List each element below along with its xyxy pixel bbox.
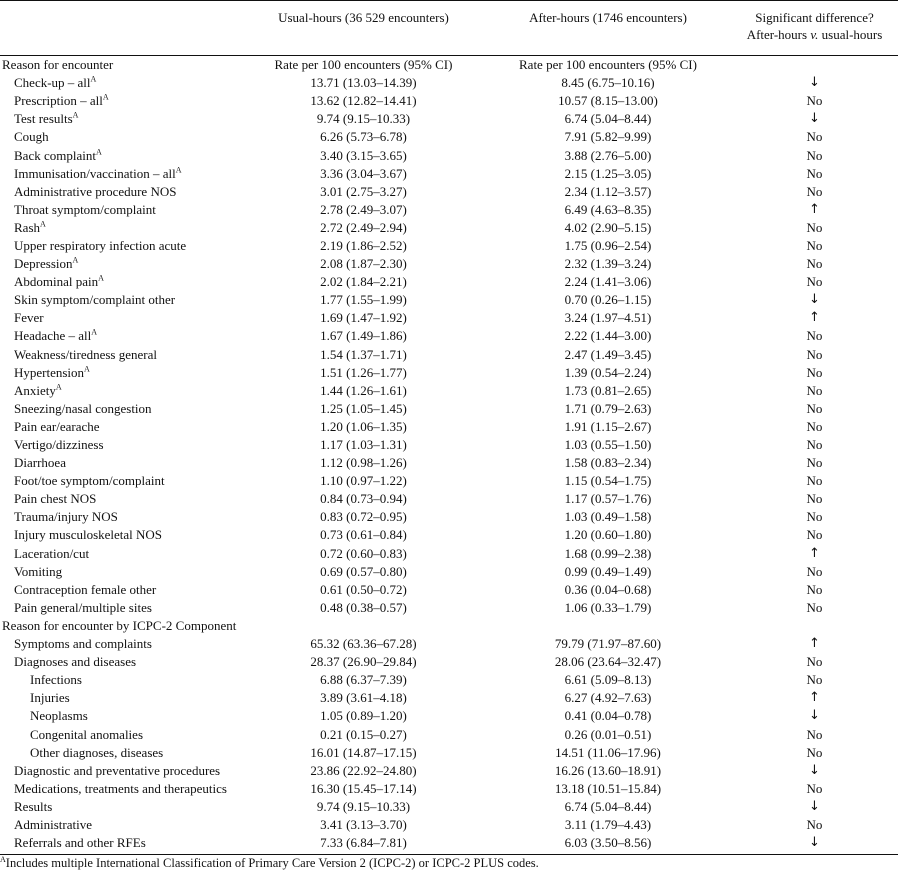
usual-hours-value: 0.61 (0.50–0.72) xyxy=(320,581,407,597)
row-label xyxy=(0,128,242,146)
table-row xyxy=(0,635,898,653)
row-label xyxy=(0,400,242,418)
row-label xyxy=(0,418,242,436)
significance-value: No xyxy=(806,527,823,543)
significance-value: No xyxy=(806,726,823,742)
usual-hours-value: 16.30 (15.45–17.14) xyxy=(310,780,417,796)
after-hours-value: 7.91 (5.82–9.99) xyxy=(564,129,652,145)
significance-value: No xyxy=(806,364,823,380)
row-label xyxy=(0,382,242,400)
row-label xyxy=(0,237,242,255)
significance-value: No xyxy=(806,183,823,199)
row-label-text: Vomiting xyxy=(14,563,63,579)
table-row xyxy=(0,599,898,617)
table-row xyxy=(0,816,898,834)
table-row xyxy=(0,436,898,454)
usual-hours-value: 1.25 (1.05–1.45) xyxy=(320,400,407,416)
usual-hours-value: 3.01 (2.75–3.27) xyxy=(320,183,407,199)
usual-hours-value: 1.77 (1.55–1.99) xyxy=(320,292,407,308)
significance-value: ↓ xyxy=(809,111,820,127)
significance-value: No xyxy=(806,563,823,579)
header-significant-difference xyxy=(731,1,898,56)
row-label-text: Other diagnoses, diseases xyxy=(30,744,164,760)
significance-value: ↓ xyxy=(731,834,898,855)
table-row xyxy=(0,508,898,526)
row-label xyxy=(0,526,242,544)
usual-hours-value: 0.69 (0.57–0.80) xyxy=(320,563,407,579)
section-empty-cell xyxy=(731,617,898,635)
table-row xyxy=(0,653,898,671)
row-label xyxy=(0,563,242,581)
usual-hours-value: 1.17 (1.03–1.31) xyxy=(320,437,407,453)
row-label-text: Laceration/cut xyxy=(14,545,90,561)
after-hours-value: 1.03 (0.55–1.50) xyxy=(564,437,652,453)
table-row xyxy=(0,165,898,183)
significance-value: No xyxy=(806,274,823,290)
after-hours-value: 0.70 (0.26–1.15) xyxy=(564,292,652,308)
row-label-text: Abdominal pain xyxy=(14,274,99,290)
row-label xyxy=(0,165,242,183)
section-label-icpc: Reason for encounter by ICPC-2 Component xyxy=(2,617,237,633)
after-hours-value: 1.39 (0.54–2.24) xyxy=(564,364,652,380)
row-label xyxy=(0,599,242,617)
significance-value: No xyxy=(806,437,823,453)
row-label-text: Diagnostic and preventative procedures xyxy=(14,762,221,778)
footnote-ref: A xyxy=(102,92,109,102)
table-row xyxy=(0,490,898,508)
row-label-text: Skin symptom/complaint other xyxy=(14,292,176,308)
after-hours-value: 0.36 (0.04–0.68) xyxy=(564,581,652,597)
significance-value: ↑ xyxy=(809,545,820,561)
row-label xyxy=(0,146,242,164)
usual-hours-value: 6.26 (5.73–6.78) xyxy=(320,129,407,145)
section-header-row xyxy=(0,617,898,635)
after-hours-value: 1.06 (0.33–1.79) xyxy=(564,599,652,615)
significance-value: No xyxy=(806,147,823,163)
after-hours-value: 2.22 (1.44–3.00) xyxy=(564,328,652,344)
row-label xyxy=(0,635,242,653)
table-row xyxy=(0,762,898,780)
significance-value: No xyxy=(806,744,823,760)
subheader-sig-empty xyxy=(731,56,898,75)
usual-hours-value: 0.21 (0.15–0.27) xyxy=(320,726,407,742)
after-hours-value: 1.75 (0.96–2.54) xyxy=(564,237,652,253)
after-hours-value: 1.73 (0.81–2.65) xyxy=(564,382,652,398)
versus-abbrev: v. xyxy=(810,27,819,42)
table-row xyxy=(0,563,898,581)
usual-hours-value: 1.67 (1.49–1.86) xyxy=(320,328,407,344)
significance-value: ↓ xyxy=(809,708,820,724)
row-label-text: Depression xyxy=(14,256,73,272)
row-label-text: Rash xyxy=(14,219,40,235)
table-row xyxy=(0,707,898,725)
significance-value: ↓ xyxy=(809,798,820,814)
after-hours-value: 6.03 (3.50–8.56) xyxy=(485,834,731,855)
significance-value: No xyxy=(806,491,823,507)
significance-value: No xyxy=(806,672,823,688)
table-row xyxy=(0,798,898,816)
row-label xyxy=(0,689,242,707)
significance-value: No xyxy=(806,418,823,434)
usual-hours-value: 28.37 (26.90–29.84) xyxy=(310,654,417,670)
row-label-text: Results xyxy=(14,798,53,814)
significance-value: ↓ xyxy=(809,292,820,308)
table-row xyxy=(0,454,898,472)
footnote-ref: A xyxy=(90,74,97,84)
table-row xyxy=(0,92,898,110)
row-label-text: Fever xyxy=(14,310,44,326)
usual-hours-value: 2.02 (1.84–2.21) xyxy=(320,274,407,290)
row-label xyxy=(0,798,242,816)
row-label-text: Immunisation/vaccination – all xyxy=(14,165,176,181)
usual-hours-value: 9.74 (9.15–10.33) xyxy=(316,798,411,814)
row-label-text: Diarrhoea xyxy=(14,455,66,471)
row-label xyxy=(0,762,242,780)
row-label xyxy=(0,834,242,855)
usual-hours-value: 1.51 (1.26–1.77) xyxy=(320,364,407,380)
usual-hours-value: 2.78 (2.49–3.07) xyxy=(320,201,407,217)
table-row xyxy=(0,183,898,201)
row-label-text: Test results xyxy=(14,111,73,127)
footnote-ref: A xyxy=(98,273,104,283)
after-hours-value: 6.74 (5.04–8.44) xyxy=(564,111,652,127)
row-label-text: Pain chest NOS xyxy=(14,491,97,507)
row-label xyxy=(0,508,242,526)
after-hours-value: 3.11 (1.79–4.43) xyxy=(564,816,652,832)
usual-hours-value: 1.05 (0.89–1.20) xyxy=(320,708,407,724)
row-label xyxy=(0,74,242,92)
row-label xyxy=(0,653,242,671)
usual-hours-value: 3.40 (3.15–3.65) xyxy=(320,147,407,163)
footnote-text: Includes multiple International Classification of Primary Care Version 2 (ICPC-2) or ICPC-2 PLUS codes. xyxy=(5,856,539,870)
table-body xyxy=(0,56,898,855)
table-row xyxy=(0,780,898,798)
usual-hours-value: 13.71 (13.03–14.39) xyxy=(310,75,417,91)
usual-hours-value: 23.86 (22.92–24.80) xyxy=(310,762,417,778)
row-label xyxy=(0,581,242,599)
row-label-text: Congenital anomalies xyxy=(30,726,144,742)
row-label xyxy=(0,92,242,110)
significance-value: ↓ xyxy=(809,75,820,91)
row-label-text: Sneezing/nasal congestion xyxy=(14,400,152,416)
significance-value: No xyxy=(806,129,823,145)
header-sig-line1: Significant difference? xyxy=(755,10,874,25)
header-sig-line2-text: After-hours v. usual-hours xyxy=(746,27,883,42)
row-label xyxy=(0,364,242,382)
table-row xyxy=(0,291,898,309)
significance-value: ↑ xyxy=(809,636,820,652)
row-label xyxy=(0,346,242,364)
row-label-text: Check-up – all xyxy=(14,75,91,91)
usual-hours-value: 0.72 (0.60–0.83) xyxy=(320,545,407,561)
footnote-ref: A xyxy=(40,219,46,229)
row-label-text: Administrative procedure NOS xyxy=(14,183,177,199)
significance-value: No xyxy=(806,346,823,362)
significance-value: No xyxy=(806,93,823,109)
usual-hours-value: 1.20 (1.06–1.35) xyxy=(320,418,407,434)
usual-hours-value: 0.48 (0.38–0.57) xyxy=(320,599,407,615)
significance-value: No xyxy=(806,509,823,525)
row-label-text: Cough xyxy=(14,129,49,145)
usual-hours-value: 1.12 (0.98–1.26) xyxy=(320,455,407,471)
row-label-text: Diagnoses and diseases xyxy=(14,654,137,670)
section-empty-cell xyxy=(485,617,731,635)
after-hours-value: 2.32 (1.39–3.24) xyxy=(564,256,652,272)
row-label-text: Medications, treatments and therapeutics xyxy=(14,780,227,796)
after-hours-value: 0.99 (0.49–1.49) xyxy=(564,563,652,579)
significance-value: No xyxy=(806,165,823,181)
usual-hours-value: 1.54 (1.37–1.71) xyxy=(320,346,407,362)
significance-value: No xyxy=(806,473,823,489)
usual-hours-value: 3.89 (3.61–4.18) xyxy=(320,690,407,706)
table-header xyxy=(0,1,898,56)
row-label xyxy=(0,110,242,128)
after-hours-value: 1.15 (0.54–1.75) xyxy=(564,473,652,489)
footnote-ref: A xyxy=(55,382,62,392)
table-row xyxy=(0,346,898,364)
row-label-text: Upper respiratory infection acute xyxy=(14,237,187,253)
after-hours-value: 1.58 (0.83–2.34) xyxy=(564,455,652,471)
row-label-text: Foot/toe symptom/complaint xyxy=(14,473,165,489)
table-row xyxy=(0,219,898,237)
row-label xyxy=(0,436,242,454)
row-label-text: Vertigo/dizziness xyxy=(14,437,104,453)
after-hours-value: 6.74 (5.04–8.44) xyxy=(564,798,652,814)
after-hours-value: 4.02 (2.90–5.15) xyxy=(564,219,652,235)
significance-value: No xyxy=(806,328,823,344)
row-label xyxy=(0,201,242,219)
usual-hours-value: 13.62 (12.82–14.41) xyxy=(310,93,417,109)
usual-hours-value: 1.69 (1.47–1.92) xyxy=(320,310,407,326)
table-row xyxy=(0,671,898,689)
after-hours-value: 14.51 (11.06–17.96) xyxy=(555,744,661,760)
significance-value: ↑ xyxy=(809,201,820,217)
after-hours-value: 1.68 (0.99–2.38) xyxy=(564,545,652,561)
table-row xyxy=(0,255,898,273)
row-label-text: Referrals and other RFEs xyxy=(14,835,146,851)
row-label xyxy=(0,671,242,689)
row-label-text: Injuries xyxy=(30,690,70,706)
after-hours-value: 16.26 (13.60–18.91) xyxy=(554,762,662,778)
after-hours-value: 8.45 (6.75–10.16) xyxy=(561,75,655,91)
significance-value: No xyxy=(806,816,823,832)
row-label xyxy=(0,490,242,508)
row-label-text: Weakness/tiredness general xyxy=(14,346,157,362)
header-sig-line2 xyxy=(747,27,883,42)
usual-hours-value: 1.10 (0.97–1.22) xyxy=(320,473,407,489)
usual-hours-value: 1.44 (1.26–1.61) xyxy=(320,382,407,398)
footnote xyxy=(0,856,539,871)
row-label xyxy=(0,472,242,490)
table-row xyxy=(0,382,898,400)
table-row xyxy=(0,689,898,707)
after-hours-value: 10.57 (8.15–13.00) xyxy=(558,93,658,109)
after-hours-value: 6.27 (4.92–7.63) xyxy=(564,690,652,706)
table-row xyxy=(0,472,898,490)
usual-hours-value: 0.73 (0.61–0.84) xyxy=(320,527,407,543)
significance-value: No xyxy=(806,581,823,597)
after-hours-value: 79.79 (71.97–87.60) xyxy=(554,636,662,652)
footnote-ref: A xyxy=(84,364,90,374)
row-label xyxy=(0,707,242,725)
row-label xyxy=(0,545,242,563)
footnote-ref: A xyxy=(72,255,79,265)
table-row xyxy=(0,725,898,743)
usual-hours-value: 3.36 (3.04–3.67) xyxy=(320,165,407,181)
row-label xyxy=(0,744,242,762)
footnote-marker: A xyxy=(0,854,6,864)
table-row xyxy=(0,581,898,599)
usual-hours-value: 2.19 (1.86–2.52) xyxy=(320,237,407,253)
table-row xyxy=(0,526,898,544)
row-label xyxy=(0,327,242,345)
table-row xyxy=(0,418,898,436)
section-label-reason: Reason for encounter xyxy=(0,56,242,75)
row-label-text: Infections xyxy=(30,672,82,688)
row-label-text: Contraception female other xyxy=(14,581,157,597)
table-row xyxy=(0,128,898,146)
usual-hours-value: 3.41 (3.13–3.70) xyxy=(320,816,407,832)
table-row xyxy=(0,834,898,855)
table-row xyxy=(0,201,898,219)
table-row xyxy=(0,364,898,382)
row-label-text: Symptoms and complaints xyxy=(14,636,152,652)
usual-hours-value: 6.88 (6.37–7.39) xyxy=(320,672,407,688)
footnote-ref: A xyxy=(95,147,102,157)
subheader-after-rate: Rate per 100 encounters (95% CI) xyxy=(485,56,731,75)
row-label xyxy=(0,183,242,201)
after-hours-value: 0.26 (0.01–0.51) xyxy=(564,726,652,742)
after-hours-value: 3.88 (2.76–5.00) xyxy=(564,147,652,163)
significance-value: No xyxy=(806,780,823,796)
row-label xyxy=(0,816,242,834)
significance-value: ↑ xyxy=(809,690,820,706)
row-label xyxy=(0,219,242,237)
footnote-ref: A xyxy=(175,165,182,175)
table-row xyxy=(0,744,898,762)
row-label-text: Throat symptom/complaint xyxy=(14,201,156,217)
after-hours-value: 1.03 (0.49–1.58) xyxy=(564,509,652,525)
row-label-text: Pain general/multiple sites xyxy=(14,599,152,615)
footnote-ref: A xyxy=(91,328,98,338)
usual-hours-value: 2.72 (2.49–2.94) xyxy=(320,219,407,235)
row-label-text: Back complaint xyxy=(14,147,96,163)
significance-value: No xyxy=(806,256,823,272)
after-hours-value: 1.17 (0.57–1.76) xyxy=(564,491,652,507)
table-row xyxy=(0,327,898,345)
table-row xyxy=(0,545,898,563)
row-label xyxy=(0,291,242,309)
table-row xyxy=(0,237,898,255)
usual-hours-value: 65.32 (63.36–67.28) xyxy=(310,636,417,652)
after-hours-value: 0.41 (0.04–0.78) xyxy=(564,708,652,724)
header-after-hours: After-hours (1746 encounters) xyxy=(529,10,687,25)
row-label xyxy=(0,273,242,291)
section-empty-cell xyxy=(242,617,485,635)
table-row xyxy=(0,74,898,92)
row-label-text: Administrative xyxy=(14,816,92,832)
row-label xyxy=(0,780,242,798)
after-hours-value: 2.47 (1.49–3.45) xyxy=(564,346,652,362)
row-label-text: Anxiety xyxy=(14,382,56,398)
after-hours-value: 28.06 (23.64–32.47) xyxy=(554,654,662,670)
table-row xyxy=(0,309,898,327)
footnote-ref: A xyxy=(72,111,79,120)
significance-value: No xyxy=(806,400,823,416)
significance-value: ↓ xyxy=(809,762,820,778)
row-label xyxy=(0,255,242,273)
row-label xyxy=(0,309,242,327)
after-hours-value: 2.34 (1.12–3.57) xyxy=(564,183,652,199)
row-label xyxy=(0,454,242,472)
after-hours-value: 1.71 (0.79–2.63) xyxy=(564,400,652,416)
significance-value: No xyxy=(806,654,823,670)
significance-value: No xyxy=(806,382,823,398)
usual-hours-value: 0.84 (0.73–0.94) xyxy=(320,491,407,507)
significance-value: No xyxy=(806,237,823,253)
significance-value: No xyxy=(806,455,823,471)
row-label-text: Injury musculoskeletal NOS xyxy=(14,527,163,543)
usual-hours-value: 9.74 (9.15–10.33) xyxy=(316,111,411,127)
row-label-text: Headache – all xyxy=(14,328,92,344)
subheader-usual-rate: Rate per 100 encounters (95% CI) xyxy=(242,56,485,75)
after-hours-value: 13.18 (10.51–15.84) xyxy=(554,780,662,796)
header-empty-cell xyxy=(0,1,242,56)
significance-value: ↑ xyxy=(809,310,820,326)
row-label-text: Hypertension xyxy=(14,364,85,380)
usual-hours-value: 2.08 (1.87–2.30) xyxy=(320,256,407,272)
usual-hours-value: 7.33 (6.84–7.81) xyxy=(242,834,485,855)
usual-hours-value: 0.83 (0.72–0.95) xyxy=(320,509,407,525)
row-label-text: Neoplasms xyxy=(30,708,88,724)
row-label xyxy=(0,725,242,743)
after-hours-value: 6.49 (4.63–8.35) xyxy=(564,201,652,217)
after-hours-value: 3.24 (1.97–4.51) xyxy=(564,310,652,326)
after-hours-value: 2.15 (1.25–3.05) xyxy=(564,165,652,181)
significance-value: No xyxy=(806,599,823,615)
row-label-text: Pain ear/earache xyxy=(14,418,100,434)
section-header-row xyxy=(0,56,898,75)
after-hours-value: 6.61 (5.09–8.13) xyxy=(564,672,652,688)
table-row xyxy=(0,146,898,164)
header-usual-hours: Usual-hours (36 529 encounters) xyxy=(278,10,449,25)
table-row xyxy=(0,110,898,128)
after-hours-value: 1.20 (0.60–1.80) xyxy=(564,527,652,543)
row-label-text: Trauma/injury NOS xyxy=(14,509,118,525)
table-row xyxy=(0,400,898,418)
after-hours-value: 1.91 (1.15–2.67) xyxy=(564,418,652,434)
table-row xyxy=(0,273,898,291)
after-hours-value: 2.24 (1.41–3.06) xyxy=(564,274,652,290)
row-label-text: Prescription – all xyxy=(14,93,103,109)
significance-value: No xyxy=(806,219,823,235)
usual-hours-value: 16.01 (14.87–17.15) xyxy=(310,744,417,760)
